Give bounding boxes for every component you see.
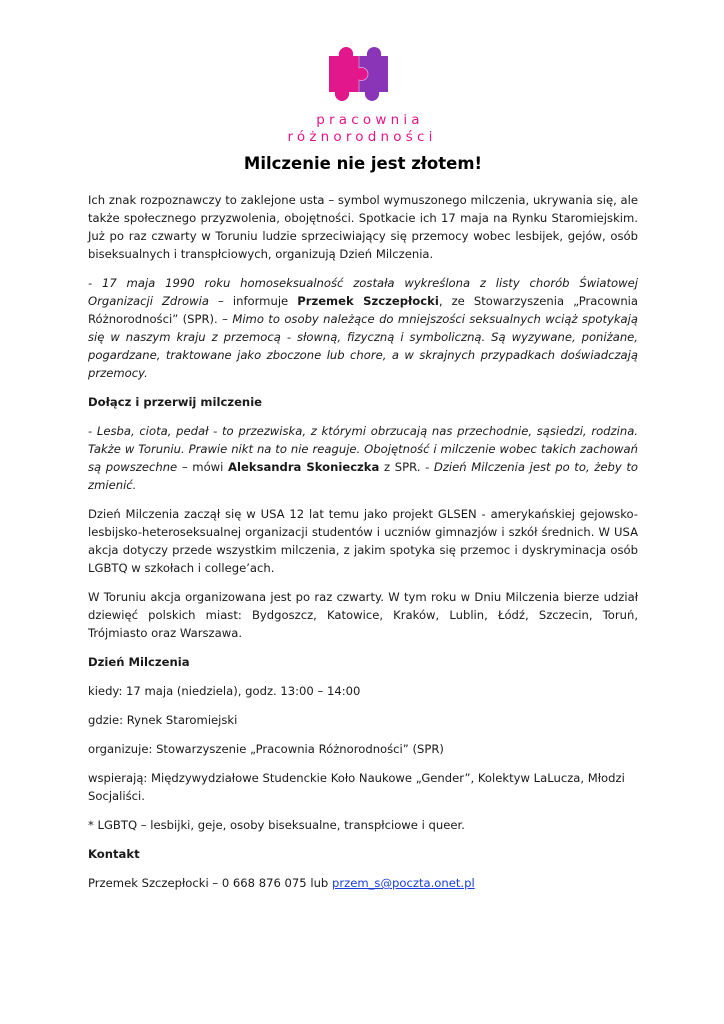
- event-organizer: organizuje: Stowarzyszenie „Pracownia Różnorodności” (SPR): [88, 742, 444, 756]
- logo-text-line1: pracownia: [316, 112, 424, 128]
- paragraph-text: – informuje: [208, 294, 298, 308]
- quote-text: - Dzień Milczenia jest po to, żeby to zmienić.: [88, 460, 639, 492]
- document-body: [88, 191, 638, 903]
- paragraph-cities: W Toruniu akcja organizowana jest po raz czwarty. W tym roku w Dniu Milczenia bierze udział dziewięć polskich miast: Bydgoszcz, Katowice, Kraków, Lublin, Łódź, Szczecin, Toruń, Trójmiasto oraz Warszawa.: [88, 590, 638, 640]
- event-when: kiedy: 17 maja (niedziela), godz. 13:00 – 14:00: [88, 684, 361, 698]
- quote-text: - 17 maja 1990 roku homoseksualność została wykreślona z listy chorób Światowej Organizacji Zdrowia: [88, 276, 638, 308]
- document-title: Milczenie nie jest złotem!: [243, 154, 483, 173]
- logo: [270, 46, 460, 145]
- footnote: * LGBTQ – lesbijki, geje, osoby biseksualne, transpłciowe i queer.: [88, 818, 465, 832]
- puzzle-icon: [325, 46, 391, 104]
- person-name: Aleksandra Skonieczka: [228, 460, 380, 474]
- person-name: Przemek Szczepłocki: [297, 294, 439, 308]
- paragraph-quote-skonieczka: [88, 422, 638, 494]
- paragraph-quote-szczeplocki: [88, 274, 638, 382]
- paragraph-text: , ze Stowarzyszenia „Pracownia Różnorodności” (SPR). –: [88, 294, 638, 326]
- section-heading-join: Dołącz i przerwij milczenie: [88, 395, 263, 409]
- paragraph-intro: Ich znak rozpoznawczy to zaklejone usta – symbol wymuszonego milczenia, ukrywania się, ale także społecznego przyzwolenia, obojętności. Spotkacie ich 17 maja na Rynku Staromiejskim. Już po raz czwarty w Toruniu ludzie sprzeciwiający się przemocy wobec lesbijek, gejów, osób biseksualnych i transpłciowych, organizują Dzień Milczenia.: [88, 193, 638, 261]
- section-heading-day: Dzień Milczenia: [88, 655, 190, 669]
- event-where: gdzie: Rynek Staromiejski: [88, 713, 238, 727]
- contact-email-link[interactable]: przem_s@poczta.onet.pl: [331, 876, 475, 890]
- section-heading-contact: Kontakt: [88, 847, 140, 861]
- quote-text: - Lesba, ciota, pedał - to przezwiska, z którymi obrzucają nas przechodnie, sąsiedzi, rodzina. Także w Toruniu. Prawie nikt na to nie reaguje. Obojętność i milczenie wobec takich zachowań są powszechne: [88, 424, 638, 474]
- logo-text-line2: różnorodności: [287, 129, 437, 145]
- contact-text: Przemek Szczepłocki – 0 668 876 075 lub: [88, 876, 332, 890]
- paragraph-history: Dzień Milczenia zaczął się w USA 12 lat temu jako projekt GLSEN - amerykańskiej gejowsko-lesbijsko-heteroseksualnej organizacji studentów i uczniów gimnazjów i szkół średnich. W USA akcja dotyczy przede wszystkim milczenia, z jakim spotyka się przemoc i dyskryminacja osób LGBTQ w szkołach i college’ach.: [88, 507, 638, 575]
- contact-line: [88, 874, 638, 892]
- event-supporters: wspierają: Międzywydziałowe Studenckie Koło Naukowe „Gender”, Kolektyw LaLucza, Młodzi Socjaliści.: [88, 771, 625, 803]
- quote-text: Mimo to osoby należące do mniejszości seksualnych wciąż spotykają się w naszym kraju z przemocą - słowną, fizyczną i symboliczną. Są wyzywane, poniżane, pogardzane, traktowane jako zboczone lub chore, a w skrajnych przypadkach doświadczają przemocy.: [88, 312, 638, 380]
- paragraph-text: – mówi: [177, 460, 229, 474]
- paragraph-text: z SPR.: [379, 460, 426, 474]
